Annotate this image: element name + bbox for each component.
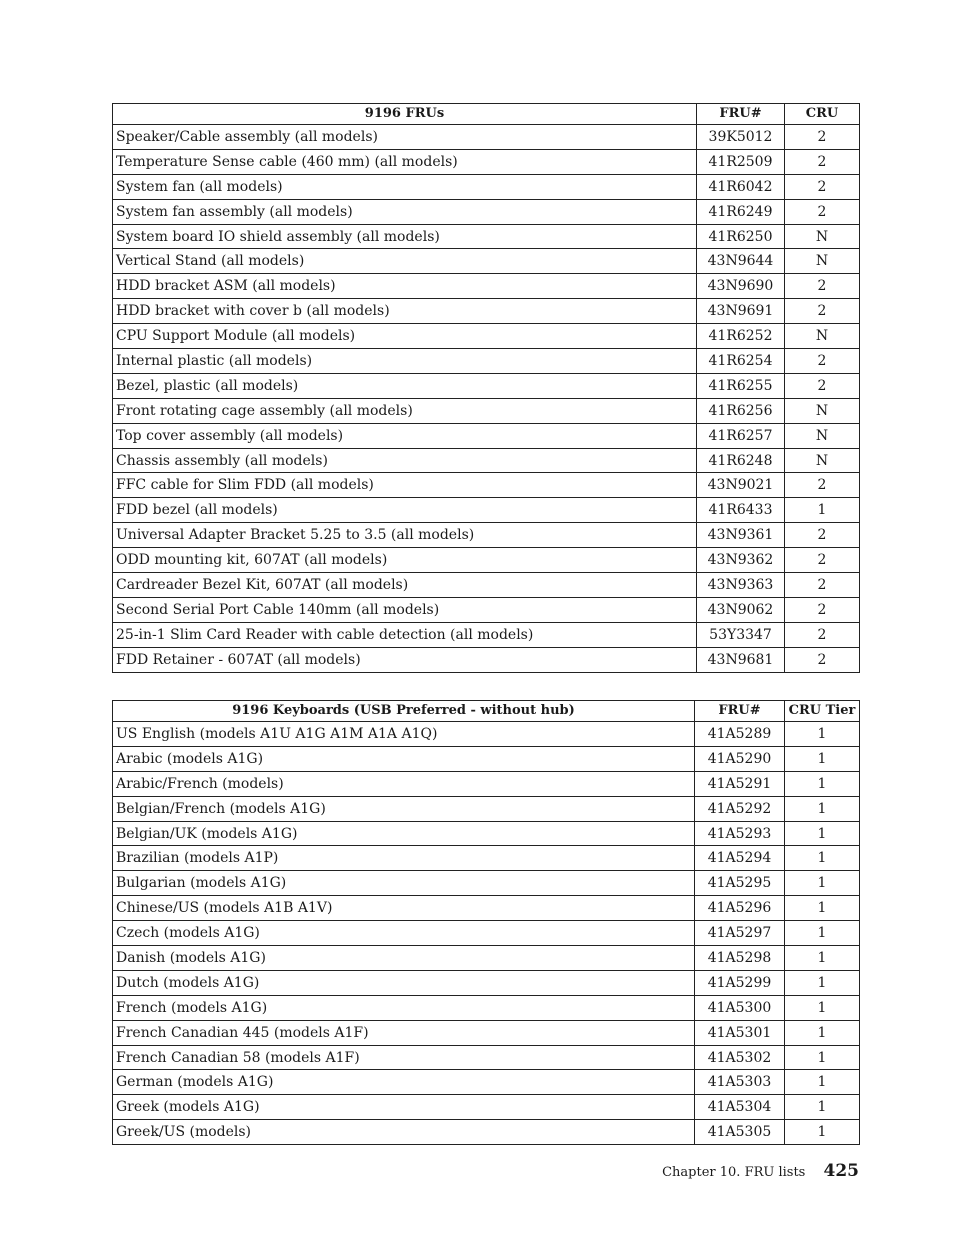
- description-cell: Bezel, plastic (all models): [113, 373, 697, 398]
- table-row: [113, 970, 860, 995]
- cru-cell: 1: [785, 995, 860, 1020]
- cru-cell: 2: [785, 349, 860, 374]
- cru-cell: N: [785, 324, 860, 349]
- fru-number-cell: 43N9062: [697, 597, 785, 622]
- table-row: [113, 373, 860, 398]
- cru-cell: N: [785, 224, 860, 249]
- fru-number-cell: 43N9690: [697, 274, 785, 299]
- description-cell: French Canadian 445 (models A1F): [113, 1020, 695, 1045]
- description-cell: CPU Support Module (all models): [113, 324, 697, 349]
- cru-cell: 2: [785, 149, 860, 174]
- fru-number-cell: 41R6257: [697, 423, 785, 448]
- cru-cell: 1: [785, 771, 860, 796]
- cru-cell: 2: [785, 573, 860, 598]
- description-cell: US English (models A1U A1G A1M A1A A1Q): [113, 722, 695, 747]
- table-row: [113, 125, 860, 150]
- description-cell: French Canadian 58 (models A1F): [113, 1045, 695, 1070]
- cru-cell: 1: [785, 821, 860, 846]
- description-cell: Greek (models A1G): [113, 1095, 695, 1120]
- fru-number-cell: 41A5301: [695, 1020, 785, 1045]
- fru-number-cell: 43N9363: [697, 573, 785, 598]
- fru-number-cell: 41A5298: [695, 946, 785, 971]
- column-header-cru-tier: CRU Tier: [785, 701, 860, 722]
- cru-cell: 2: [785, 523, 860, 548]
- description-cell: French (models A1G): [113, 995, 695, 1020]
- description-cell: FFC cable for Slim FDD (all models): [113, 473, 697, 498]
- cru-cell: 1: [785, 896, 860, 921]
- description-cell: Internal plastic (all models): [113, 349, 697, 374]
- cru-cell: 2: [785, 597, 860, 622]
- description-cell: German (models A1G): [113, 1070, 695, 1095]
- description-cell: System fan (all models): [113, 174, 697, 199]
- fru-number-cell: 43N9362: [697, 548, 785, 573]
- fru-number-cell: 41A5289: [695, 722, 785, 747]
- description-cell: HDD bracket ASM (all models): [113, 274, 697, 299]
- cru-cell: N: [785, 423, 860, 448]
- table-row: [113, 896, 860, 921]
- table-row: [113, 796, 860, 821]
- table-row: [113, 746, 860, 771]
- table-row: [113, 249, 860, 274]
- table-row: [113, 1020, 860, 1045]
- cru-cell: 1: [785, 921, 860, 946]
- description-cell: Cardreader Bezel Kit, 607AT (all models): [113, 573, 697, 598]
- description-cell: Bulgarian (models A1G): [113, 871, 695, 896]
- cru-cell: 1: [785, 871, 860, 896]
- fru-number-cell: 43N9361: [697, 523, 785, 548]
- table-header-row: [113, 104, 860, 125]
- column-header-cru: CRU: [785, 104, 860, 125]
- cru-cell: N: [785, 448, 860, 473]
- description-cell: Belgian/French (models A1G): [113, 796, 695, 821]
- fru-number-cell: 41A5299: [695, 970, 785, 995]
- description-cell: Vertical Stand (all models): [113, 249, 697, 274]
- table-row: [113, 647, 860, 672]
- chapter-title: Chapter 10. FRU lists: [662, 1165, 806, 1180]
- description-cell: Speaker/Cable assembly (all models): [113, 125, 697, 150]
- description-cell: Arabic/French (models): [113, 771, 695, 796]
- column-header-description: 9196 FRUs: [113, 104, 697, 125]
- cru-cell: 2: [785, 373, 860, 398]
- table-row: [113, 573, 860, 598]
- cru-cell: 1: [785, 498, 860, 523]
- table-row: [113, 149, 860, 174]
- cru-cell: 1: [785, 746, 860, 771]
- fru-number-cell: 41A5303: [695, 1070, 785, 1095]
- table-row: [113, 473, 860, 498]
- description-cell: ODD mounting kit, 607AT (all models): [113, 548, 697, 573]
- table-row: [113, 1070, 860, 1095]
- fru-number-cell: 41R6249: [697, 199, 785, 224]
- cru-cell: 1: [785, 1020, 860, 1045]
- fru-number-cell: 41R6255: [697, 373, 785, 398]
- table-row: [113, 299, 860, 324]
- fru-table-body: [113, 125, 860, 673]
- description-cell: Greek/US (models): [113, 1120, 695, 1145]
- table-row: [113, 821, 860, 846]
- cru-cell: 2: [785, 622, 860, 647]
- table-row: [113, 1120, 860, 1145]
- table-row: [113, 224, 860, 249]
- cru-cell: 2: [785, 548, 860, 573]
- description-cell: Brazilian (models A1P): [113, 846, 695, 871]
- description-cell: HDD bracket with cover b (all models): [113, 299, 697, 324]
- cru-cell: 2: [785, 199, 860, 224]
- fru-number-cell: 41R6250: [697, 224, 785, 249]
- column-header-fru-number: FRU#: [697, 104, 785, 125]
- description-cell: Dutch (models A1G): [113, 970, 695, 995]
- fru-number-cell: 41A5304: [695, 1095, 785, 1120]
- table-row: [113, 548, 860, 573]
- description-cell: Danish (models A1G): [113, 946, 695, 971]
- description-cell: Arabic (models A1G): [113, 746, 695, 771]
- fru-number-cell: 41A5295: [695, 871, 785, 896]
- cru-cell: 2: [785, 274, 860, 299]
- cru-cell: 1: [785, 946, 860, 971]
- cru-cell: 1: [785, 722, 860, 747]
- table-row: [113, 398, 860, 423]
- fru-number-cell: 39K5012: [697, 125, 785, 150]
- column-header-description: 9196 Keyboards (USB Preferred - without hub): [113, 701, 695, 722]
- description-cell: System fan assembly (all models): [113, 199, 697, 224]
- keyboard-table: [112, 700, 860, 1145]
- cru-cell: N: [785, 249, 860, 274]
- fru-number-cell: 41R6433: [697, 498, 785, 523]
- cru-cell: 1: [785, 1095, 860, 1120]
- description-cell: Universal Adapter Bracket 5.25 to 3.5 (all models): [113, 523, 697, 548]
- description-cell: System board IO shield assembly (all models): [113, 224, 697, 249]
- cru-cell: 1: [785, 970, 860, 995]
- table-row: [113, 349, 860, 374]
- fru-number-cell: 53Y3347: [697, 622, 785, 647]
- cru-cell: 1: [785, 1070, 860, 1095]
- table-row: [113, 174, 860, 199]
- description-cell: FDD Retainer - 607AT (all models): [113, 647, 697, 672]
- description-cell: Temperature Sense cable (460 mm) (all models): [113, 149, 697, 174]
- table-header-row: [113, 701, 860, 722]
- fru-number-cell: 41A5300: [695, 995, 785, 1020]
- table-row: [113, 498, 860, 523]
- table-row: [113, 274, 860, 299]
- cru-cell: 1: [785, 1045, 860, 1070]
- table-row: [113, 921, 860, 946]
- description-cell: Second Serial Port Cable 140mm (all models): [113, 597, 697, 622]
- fru-number-cell: 43N9691: [697, 299, 785, 324]
- description-cell: Top cover assembly (all models): [113, 423, 697, 448]
- fru-number-cell: 41A5290: [695, 746, 785, 771]
- fru-number-cell: 41A5291: [695, 771, 785, 796]
- description-cell: Front rotating cage assembly (all models): [113, 398, 697, 423]
- description-cell: Chinese/US (models A1B A1V): [113, 896, 695, 921]
- table-row: [113, 523, 860, 548]
- fru-number-cell: 41A5296: [695, 896, 785, 921]
- cru-cell: 1: [785, 796, 860, 821]
- description-cell: Chassis assembly (all models): [113, 448, 697, 473]
- description-cell: Czech (models A1G): [113, 921, 695, 946]
- fru-number-cell: 41R6256: [697, 398, 785, 423]
- table-row: [113, 771, 860, 796]
- fru-number-cell: 41A5302: [695, 1045, 785, 1070]
- fru-number-cell: 41R6254: [697, 349, 785, 374]
- table-row: [113, 1045, 860, 1070]
- table-row: [113, 946, 860, 971]
- table-row: [113, 846, 860, 871]
- page-number: 425: [823, 1161, 859, 1181]
- fru-number-cell: 41R6042: [697, 174, 785, 199]
- description-cell: Belgian/UK (models A1G): [113, 821, 695, 846]
- fru-number-cell: 41A5294: [695, 846, 785, 871]
- table-row: [113, 722, 860, 747]
- description-cell: FDD bezel (all models): [113, 498, 697, 523]
- fru-number-cell: 41R6248: [697, 448, 785, 473]
- fru-table: [112, 103, 860, 673]
- cru-cell: 2: [785, 647, 860, 672]
- table-row: [113, 871, 860, 896]
- table-row: [113, 597, 860, 622]
- fru-number-cell: 43N9021: [697, 473, 785, 498]
- table-row: [113, 448, 860, 473]
- table-row: [113, 324, 860, 349]
- cru-cell: 2: [785, 174, 860, 199]
- column-header-fru-number: FRU#: [695, 701, 785, 722]
- cru-cell: 2: [785, 299, 860, 324]
- table-row: [113, 622, 860, 647]
- fru-number-cell: 41A5292: [695, 796, 785, 821]
- keyboard-table-body: [113, 722, 860, 1145]
- description-cell: 25-in-1 Slim Card Reader with cable detection (all models): [113, 622, 697, 647]
- fru-number-cell: 41R2509: [697, 149, 785, 174]
- table-row: [113, 1095, 860, 1120]
- page-footer: [662, 1161, 859, 1181]
- cru-cell: N: [785, 398, 860, 423]
- table-row: [113, 199, 860, 224]
- cru-cell: 2: [785, 125, 860, 150]
- fru-number-cell: 41A5293: [695, 821, 785, 846]
- table-row: [113, 423, 860, 448]
- cru-cell: 1: [785, 1120, 860, 1145]
- cru-cell: 2: [785, 473, 860, 498]
- fru-number-cell: 41A5297: [695, 921, 785, 946]
- fru-number-cell: 43N9681: [697, 647, 785, 672]
- table-row: [113, 995, 860, 1020]
- fru-number-cell: 43N9644: [697, 249, 785, 274]
- fru-number-cell: 41A5305: [695, 1120, 785, 1145]
- cru-cell: 1: [785, 846, 860, 871]
- fru-number-cell: 41R6252: [697, 324, 785, 349]
